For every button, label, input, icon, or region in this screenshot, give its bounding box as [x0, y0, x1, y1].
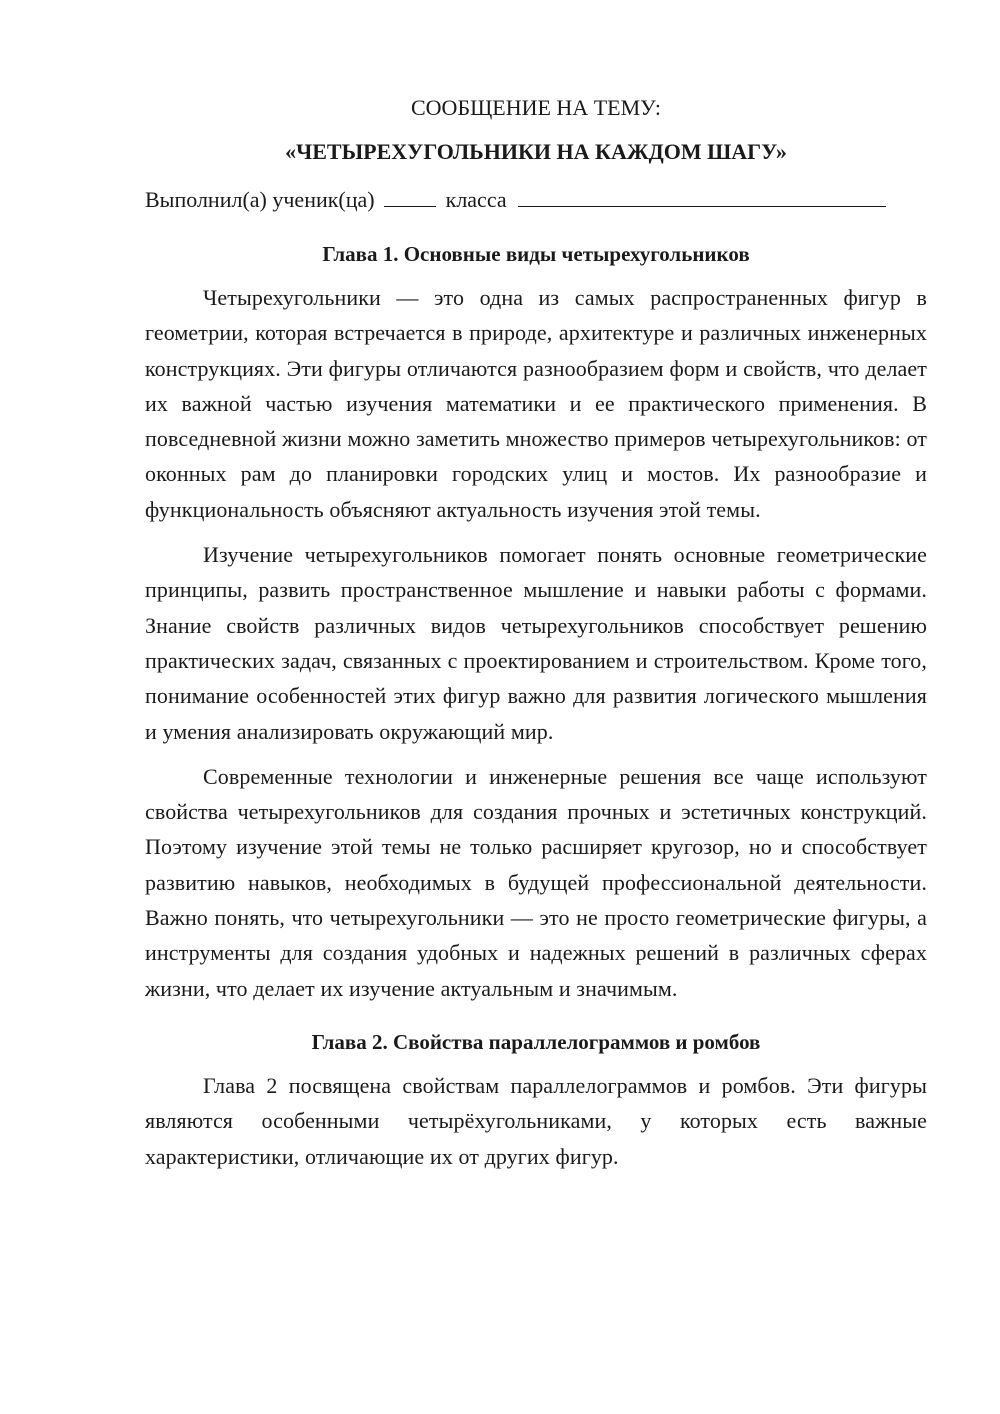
- class-label: класса: [445, 187, 507, 212]
- class-number-blank[interactable]: [384, 186, 436, 207]
- report-topic-label: СООБЩЕНИЕ НА ТЕМУ:: [411, 95, 661, 120]
- chapter-1-paragraph: Современные технологии и инженерные решения все чаще используют свойства четырехугольников для создания прочных и эстетичных конструкций. Поэтому изучение этой темы не только расширяет кругозор, но и способствует развитию навыков, необходимых в будущей профессиональной деятельности. Важно понять, что четырехугольники — это не просто геометрические фигуры, а инструменты для создания удобных и надежных решений в различных сферах жизни, что делает их изучение актуальным и значимым.: [145, 763, 927, 1001]
- chapter-1-paragraph: Изучение четырехугольников помогает понять основные геометрические принципы, развить пространственное мышление и навыки работы с формами. Знание свойств различных видов четырехугольников способствует решению практических задач, связанных с проектированием и строительством. Кроме того, понимание особенностей этих фигур важно для развития логического мышления и умения анализировать окружающий мир.: [145, 542, 927, 744]
- chapter-2-paragraph: Глава 2 посвящена свойствам параллелограммов и ромбов. Эти фигуры являются особенными четырёхугольниками, у которых есть важные характеристики, отличающие их от других фигур.: [145, 1072, 927, 1169]
- chapter-2-heading: Глава 2. Свойства параллелограммов и ромбов: [311, 1029, 761, 1054]
- document-page: [145, 92, 927, 1174]
- chapter-1-heading: Глава 1. Основные виды четырехугольников: [322, 242, 750, 266]
- chapter-1-paragraph: Четырехугольники — это одна из самых распространенных фигур в геометрии, которая встречается в природе, архитектуре и различных инженерных конструкциях. Эти фигуры отличаются разнообразием форм и свойств, что делает их важной частью изучения математики и ее практического применения. В повседневной жизни можно заметить множество примеров четырехугольников: от оконных рам до планировки городских улиц и мостов. Их разнообразие и функциональность объясняют актуальность изучения этой темы.: [145, 285, 927, 522]
- student-name-blank[interactable]: [518, 186, 886, 207]
- author-prefix: Выполнил(а) ученик(ца): [145, 187, 375, 212]
- report-title: «ЧЕТЫРЕХУГОЛЬНИКИ НА КАЖДОМ ШАГУ»: [285, 139, 787, 164]
- author-line: [145, 184, 927, 216]
